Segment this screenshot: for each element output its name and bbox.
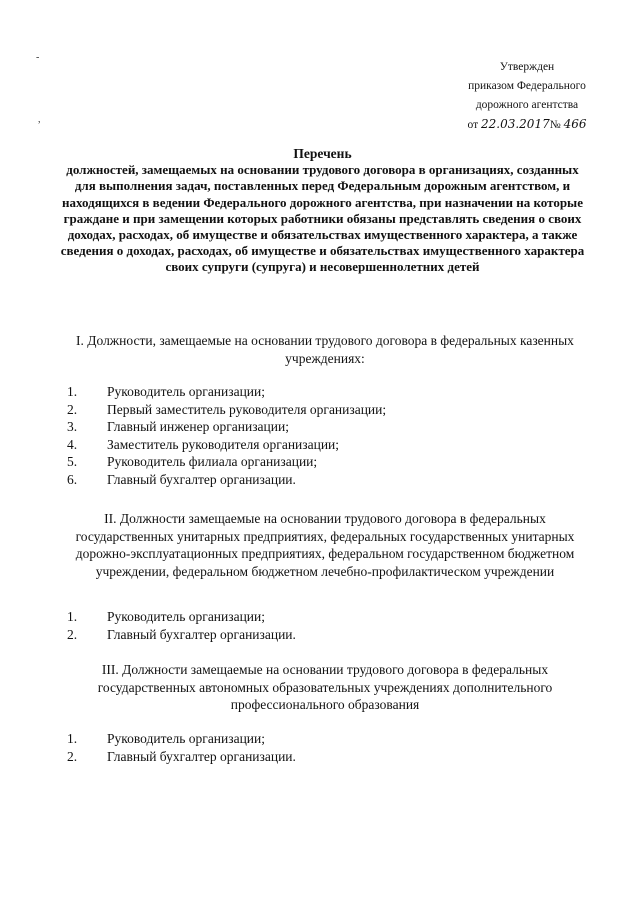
approval-line: Утвержден bbox=[499, 61, 555, 73]
list-item bbox=[67, 471, 587, 489]
item-number: 1. bbox=[67, 609, 78, 624]
section-title-1: I. Должности, замещаемые на основании трудового договора в федеральных казенных учреждениях: bbox=[76, 333, 574, 366]
item-number: 2. bbox=[67, 626, 78, 642]
item-text: Главный бухгалтер организации. bbox=[107, 748, 296, 764]
title-body: должностей, замещаемых на основании трудового договора в организациях, созданных для выполнения задач, поставленных перед Федеральным дорожным агентством, и находящихся в ведении Федерального дорожного агентства, при назначении на которые граждане и при замещении которых работники обязаны представлять сведения о своих доходах, расходах, об имуществе и обязательствах имущественного характера, а также сведения о доходах, расходах, об имуществе и обязательствах имущественного характера своих супруги (супруга) и несовершеннолетних детей bbox=[60, 162, 585, 275]
item-number: 4. bbox=[67, 436, 78, 452]
item-number: 5. bbox=[67, 454, 78, 470]
title-heading: Перечень bbox=[293, 146, 352, 161]
section-list-2 bbox=[67, 608, 587, 643]
list-item bbox=[67, 436, 587, 454]
approval-number-prefix: № bbox=[549, 119, 564, 131]
list-item bbox=[67, 418, 587, 436]
list-item bbox=[67, 608, 587, 626]
item-text: Первый заместитель руководителя организации; bbox=[107, 401, 387, 417]
item-text: Главный бухгалтер организации. bbox=[107, 626, 296, 642]
handwritten-number: 466 bbox=[563, 117, 587, 131]
scan-mark: - bbox=[36, 52, 40, 63]
item-text: Руководитель филиала организации; bbox=[107, 454, 318, 470]
approval-stamp bbox=[452, 58, 602, 135]
item-number: 6. bbox=[67, 471, 78, 487]
item-number: 1. bbox=[67, 731, 78, 746]
list-item bbox=[67, 748, 587, 766]
section-list-3 bbox=[67, 730, 587, 765]
section-title-3: III. Должности замещаемые на основании трудового договора в федеральных государственных автономных образовательных учреждениях дополнительного профессионального образования bbox=[97, 662, 553, 712]
document-title bbox=[55, 146, 590, 276]
approval-line: дорожного агентства bbox=[475, 99, 579, 111]
section-title-2: II. Должности замещаемые на основании трудового договора в федеральных государственных унитарных предприятиях, федеральных государственных унитарных дорожно-эксплуатационных предприятиях, федеральном государственном бюджетном учреждении, федеральном бюджетном лечебно-профилактическом учреждении bbox=[75, 511, 575, 579]
item-number: 2. bbox=[67, 401, 78, 417]
item-text: Главный бухгалтер организации. bbox=[107, 471, 296, 487]
item-text: Заместитель руководителя организации; bbox=[107, 436, 340, 452]
approval-date-prefix: от bbox=[467, 119, 481, 131]
list-item bbox=[67, 626, 587, 644]
approval-date-line bbox=[452, 115, 602, 135]
handwritten-date: 22.03.2017 bbox=[481, 117, 550, 131]
item-number: 1. bbox=[67, 384, 78, 399]
scan-mark: , bbox=[38, 114, 41, 125]
item-text: Руководитель организации; bbox=[107, 609, 266, 624]
list-item bbox=[67, 453, 587, 471]
section-list-1 bbox=[67, 383, 587, 489]
item-text: Руководитель организации; bbox=[107, 384, 266, 399]
list-item bbox=[67, 401, 587, 419]
item-text: Главный инженер организации; bbox=[107, 419, 289, 435]
approval-line: приказом Федерального bbox=[468, 80, 586, 92]
item-number: 2. bbox=[67, 748, 78, 764]
item-text: Руководитель организации; bbox=[107, 731, 266, 746]
list-item bbox=[67, 730, 587, 748]
item-number: 3. bbox=[67, 419, 78, 435]
list-item bbox=[67, 383, 587, 401]
